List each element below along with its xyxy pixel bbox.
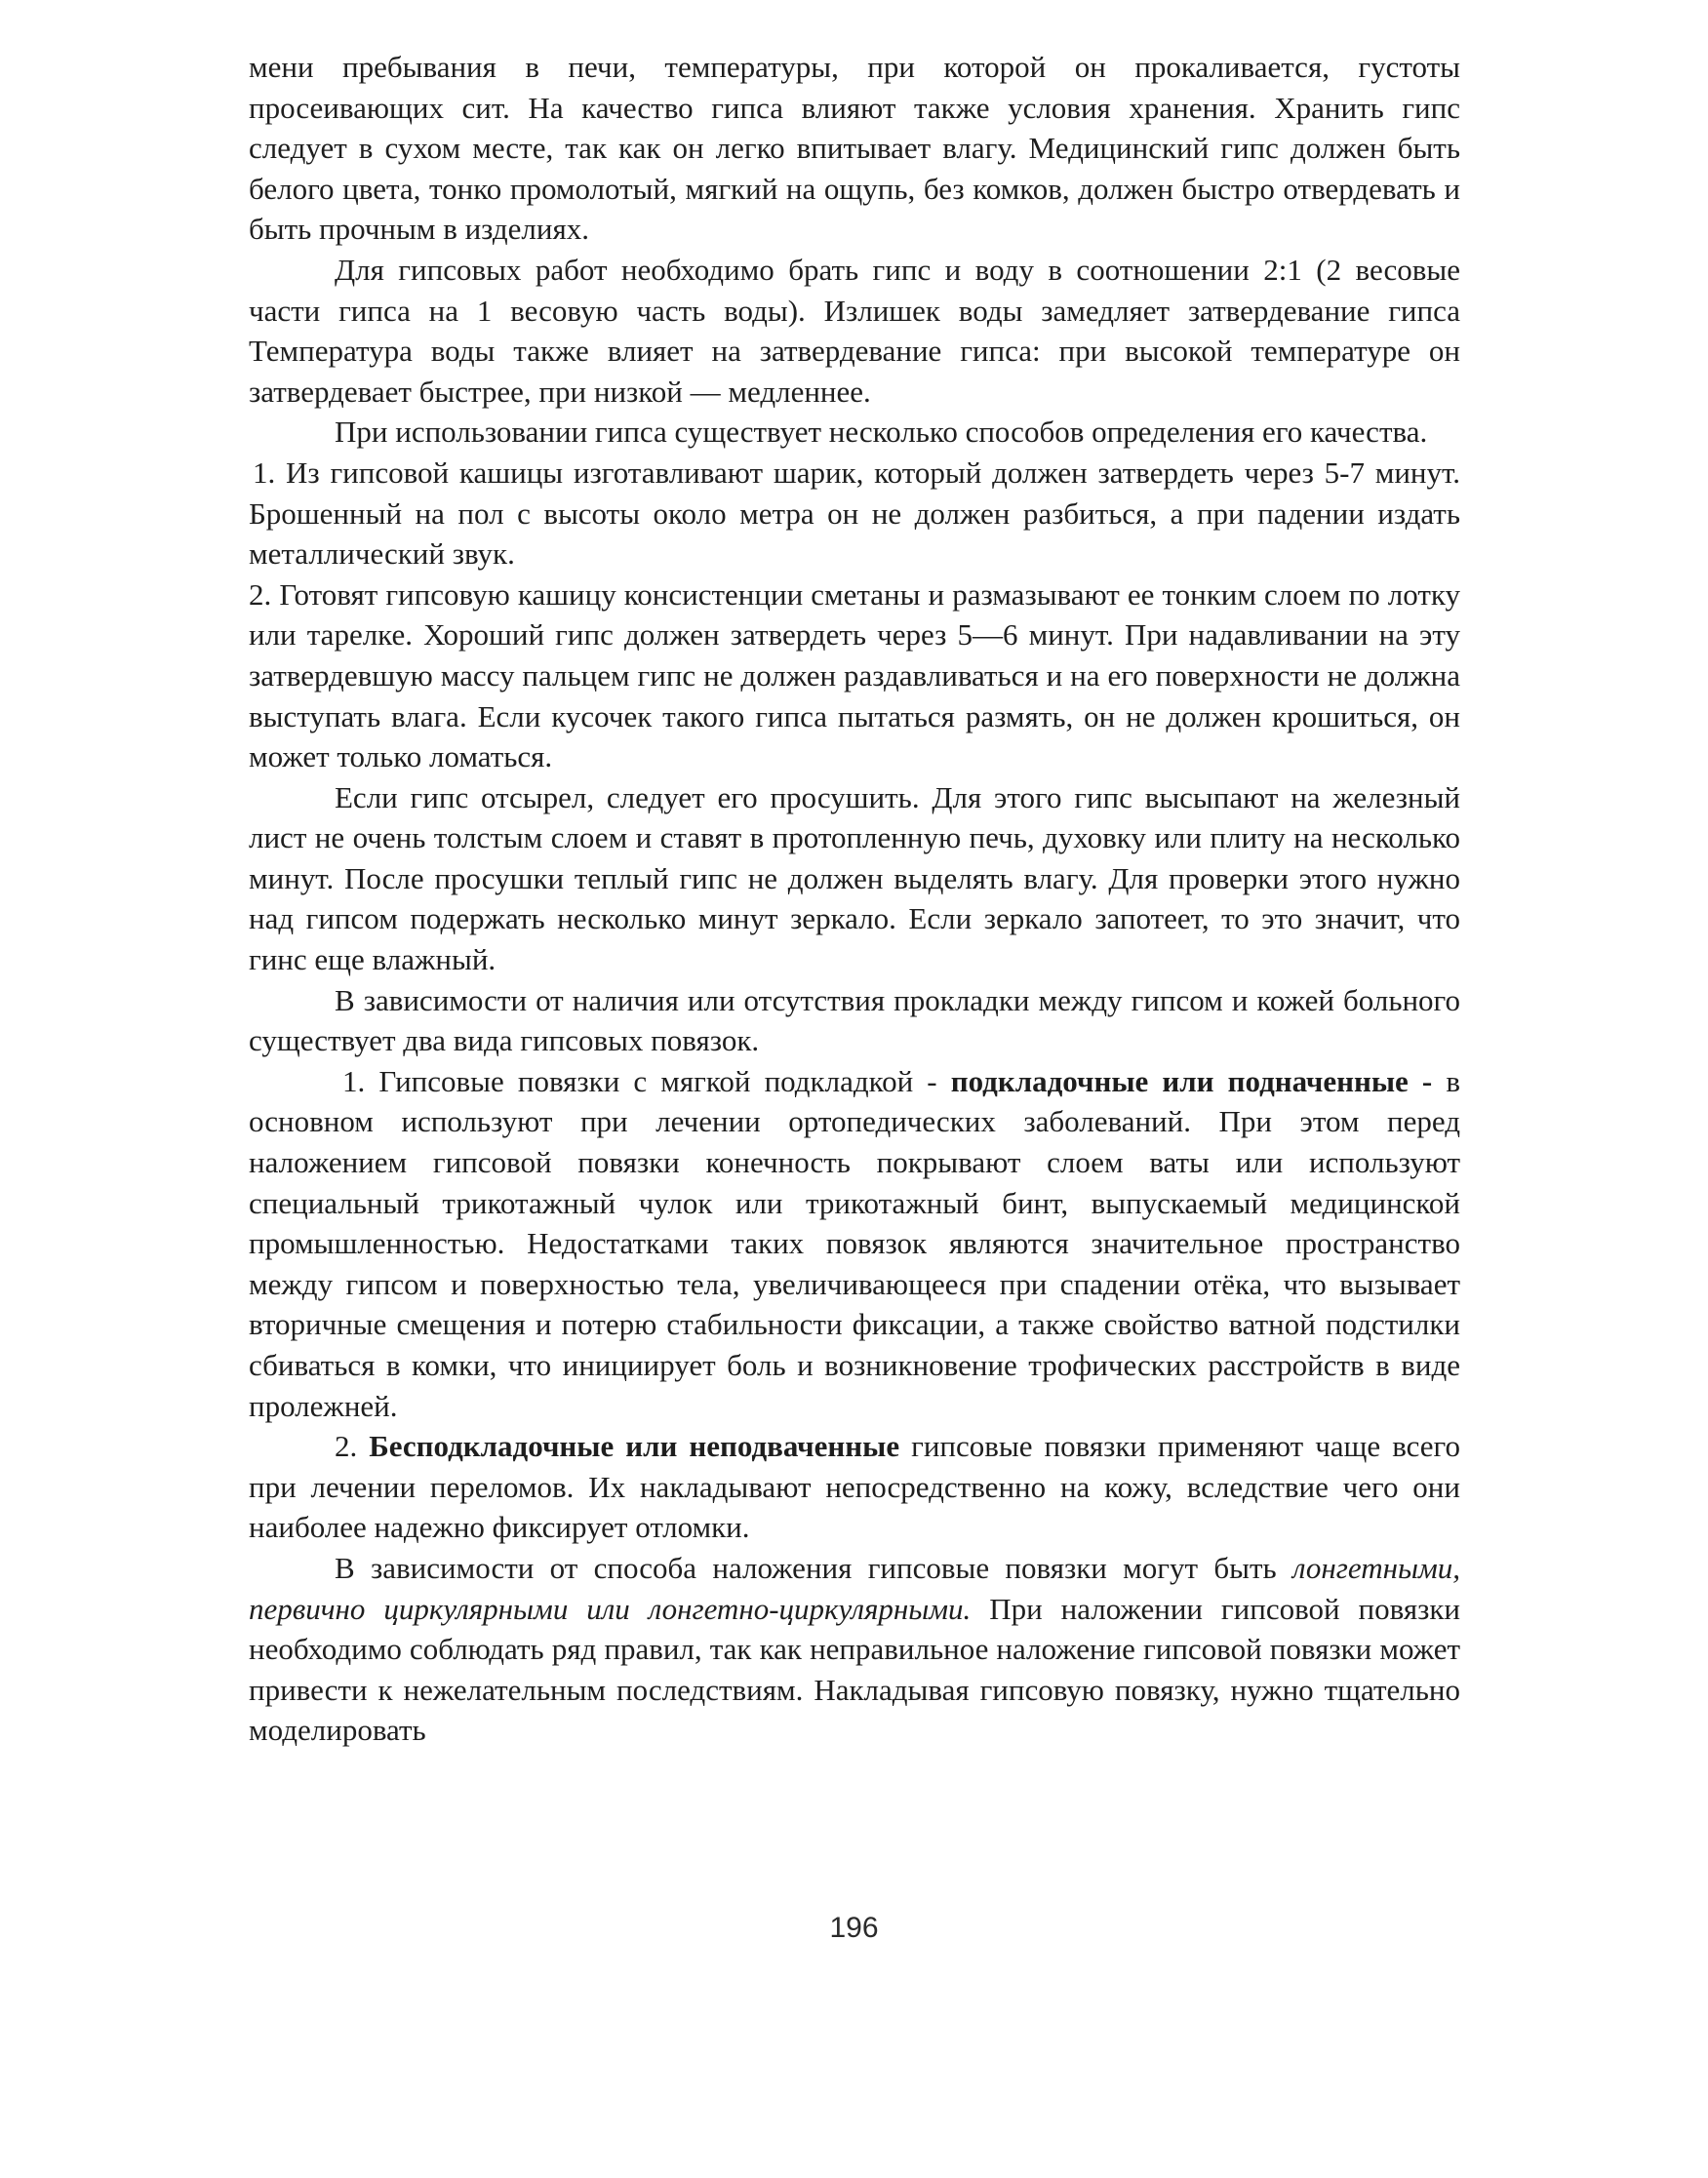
type-1-lead: 1. Гипсовые повязки с мягкой подкладкой -	[342, 1063, 951, 1098]
application-lead: В зависимости от способа наложения гипсовые повязки могут быть	[335, 1550, 1292, 1585]
type-2-text: гипсовые повязки применяют чаще всего при лечении переломов. Их накладывают непосредственно на кожу, вследствие чего они наиболее надежно фиксирует отломки.	[249, 1429, 1460, 1545]
type-1-text: в основном используют при лечении ортопедических заболеваний. При этом перед наложением гипсовой повязки конечность покрывают слоем ваты или используют специальный трикотажный чулок или трикотажный бинт, выпускаемый медицинской промышленностью. Недостатками таких повязок являются значительное пространство между гипсом и поверхностью тела, увеличивающееся при спадении отёка, что вызывает вторичные смещения и потерю стабильности фиксации, а также свойство ватной подстилки сбиваться в комки, что инициирует боль и возникновение трофических расстройств в виде пролежней.	[249, 1063, 1460, 1423]
type-1-term: подкладочные или подначенные -	[950, 1063, 1447, 1098]
list-item-2: 2. Готовят гипсовую кашицу консистенции сметаны и размазывают ее тонким слоем по лотку или тарелке. Хороший гипс должен затвердеть через 5—6 минут. При надавливании на эту затвердевшую массу пальцем гипс не должен раздавливаться и на его поверхности не должна выступать влага. Если кусочек такого гипса пытаться размять, он не должен крошиться, он может только ломаться.	[249, 576, 1460, 774]
paragraph-1: мени пребывания в печи, температуры, при которой он прокаливается, густоты просеивающих сит. На качество гипса влияют также условия хранения. Хранить гипс следует в сухом месте, так как он легко впитывает влагу. Медицинский гипс должен быть белого цвета, тонко промолотый, мягкий на ощупь, без комков, должен быстро отвердевать и быть прочным в изделиях.	[249, 50, 1460, 247]
paragraph-application	[249, 1548, 1460, 1751]
page-body	[249, 47, 1460, 1751]
application-text: При наложении гипсовой повязки необходимо соблюдать ряд правил, так как неправильное наложение гипсовой повязки может привести к нежелательным последствиям. Накладывая гипсовую повязку, нужно тщательно моделировать	[249, 1591, 1461, 1748]
paragraph-types: В зависимости от наличия или отсутствия прокладки между гипсом и кожей больного существует два вида гипсовых повязок.	[249, 982, 1460, 1058]
type-2-term: Бесподкладочные или неподваченные	[369, 1429, 900, 1464]
paragraph-type-2	[249, 1426, 1460, 1548]
paragraph-3: При использовании гипса существует несколько способов определения его качества.	[335, 415, 1428, 450]
paragraph-2: Для гипсовых работ необходимо брать гипс и воду в соотношении 2:1 (2 весовые части гипса на 1 весовую часть воды). Излишек воды замедляет затвердевание гипса Температура воды также влияет на затвердевание гипса: при высокой температуре он затвердевает быстрее, при низкой — медленнее.	[249, 252, 1460, 409]
application-types: лонгетными, первично циркулярными или лонгетно-циркулярными.	[249, 1550, 1460, 1626]
page-number: 196	[829, 1912, 879, 1944]
paragraph-type-1	[249, 1061, 1460, 1426]
paragraph-drying: Если гипс отсырел, следует его просушить. Для этого гипс высыпают на железный лист не очень толстым слоем и ставят в протопленную печь, духовку или плиту на несколько минут. После просушки теплый гипс не должен выделять влагу. Для проверки этого нужно над гипсом подержать несколько минут зеркало. Если зеркало запотеет, то это значит, что гинс еще влажный.	[249, 779, 1460, 977]
list-item-1: 1. Из гипсовой кашицы изготавливают шарик, который должен затвердеть через 5-7 минут. Брошенный на пол с высоты около метра он не должен разбиться, а при падении издать металлический звук.	[249, 455, 1460, 572]
type-2-lead: 2.	[335, 1429, 370, 1464]
